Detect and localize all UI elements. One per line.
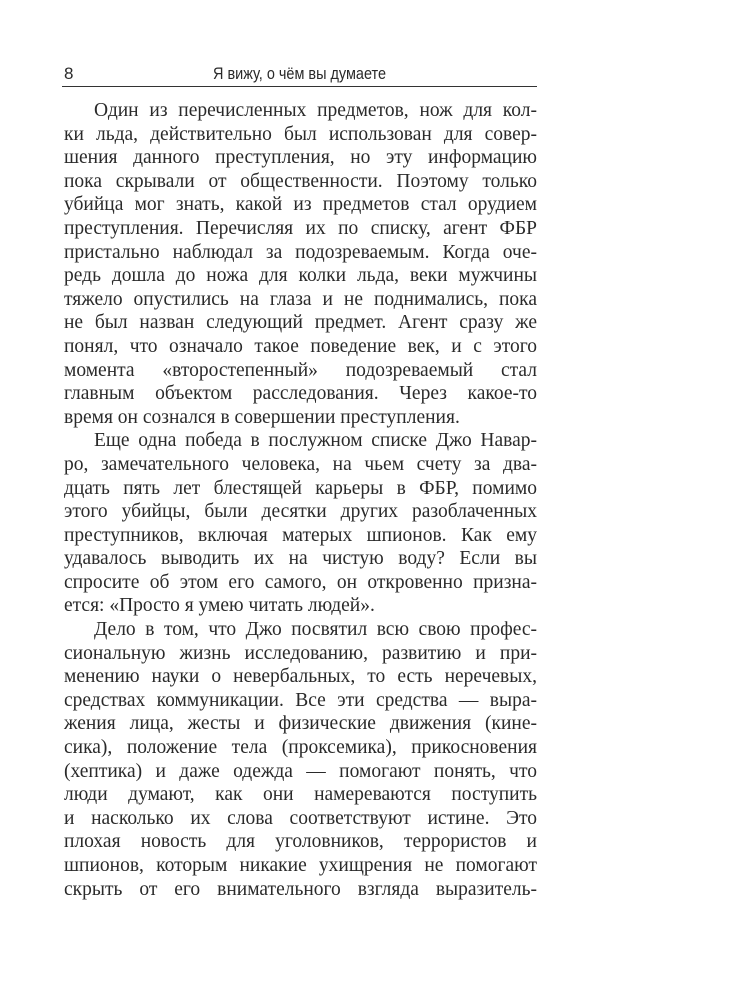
paragraph [64,429,537,618]
text-line: шения данного преступления, но эту информацию [64,147,537,169]
text-line: Еще одна победа в послужном списке Джо Навар- [94,430,537,452]
text-line: и насколько их слова соответствуют истине. Это [64,807,537,829]
text-line: этого убийцы, были десятки других разоблаченных [64,501,537,523]
text-line: сиональную жизнь исследованию, развитию и при- [64,642,537,664]
text-line: удавалось выводить их на чистую воду? Если вы [64,548,537,570]
text-line: ки льда, действительно был использован для совер- [64,123,537,145]
text-line: менению науки о невербальных, то есть неречевых, [64,666,537,688]
text-line: пристально наблюдал за подозреваемым. Когда оче- [64,241,537,263]
text-line: редь дошла до ножа для колки льда, веки мужчины [64,265,537,287]
text-line: понял, что означало такое поведение век, и с этого [64,335,537,357]
body-text [64,99,537,901]
text-line: скрыть от его внимательного взгляда выразитель- [64,878,537,900]
text-line: Дело в том, что Джо посвятил всю свою профес- [94,619,537,641]
text-line: плохая новость для уголовников, террористов и [64,831,537,853]
text-line: шпионов, которым никакие ухищрения не помогают [64,855,537,876]
text-line: люди думают, как они намереваются поступить [64,784,537,806]
page-number: 8 [64,64,74,83]
text-line: не был назван следующий предмет. Агент сразу же [64,312,537,334]
text-line: жения лица, жесты и физические движения (кине- [64,713,537,735]
text-line: тяжело опустились на глаза и не поднимались, пока [64,288,537,310]
text-line: сика), положение тела (проксемика), прикосновения [64,737,537,759]
paragraph [64,99,537,429]
text-line: момента «второстепенный» подозреваемый стал [64,359,537,381]
text-line: убийца мог знать, какой из предметов стал орудием [64,194,537,216]
text-line: главным объектом расследования. Через какое-то [64,383,537,405]
text-line: преступников, включая матерых шпионов. Как ему [64,524,537,546]
text-line: ро, замечательного человека, на чьем счету за два- [64,453,537,475]
text-line: время он сознался в совершении преступления. [64,406,460,428]
text-line: пока скрывали от общественности. Поэтому только [64,170,537,192]
text-line: Один из перечисленных предметов, нож для кол- [94,100,537,121]
text-line: ется: «Просто я умею читать людей». [64,595,375,617]
text-line: спросите об этом его самого, он откровенно призна- [64,571,537,593]
paragraph [64,618,537,901]
running-title: Я вижу, о чём вы думаете [212,64,387,83]
text-line: преступления. Перечисляя их по списку, агент ФБР [64,217,537,239]
running-header [62,62,537,87]
text-line: дцать пять лет блестящей карьеры в ФБР, помимо [64,477,537,499]
text-line: (хептика) и даже одежда — помогают понять, что [64,760,537,782]
text-line: средствах коммуникации. Все эти средства — выра- [64,689,537,711]
